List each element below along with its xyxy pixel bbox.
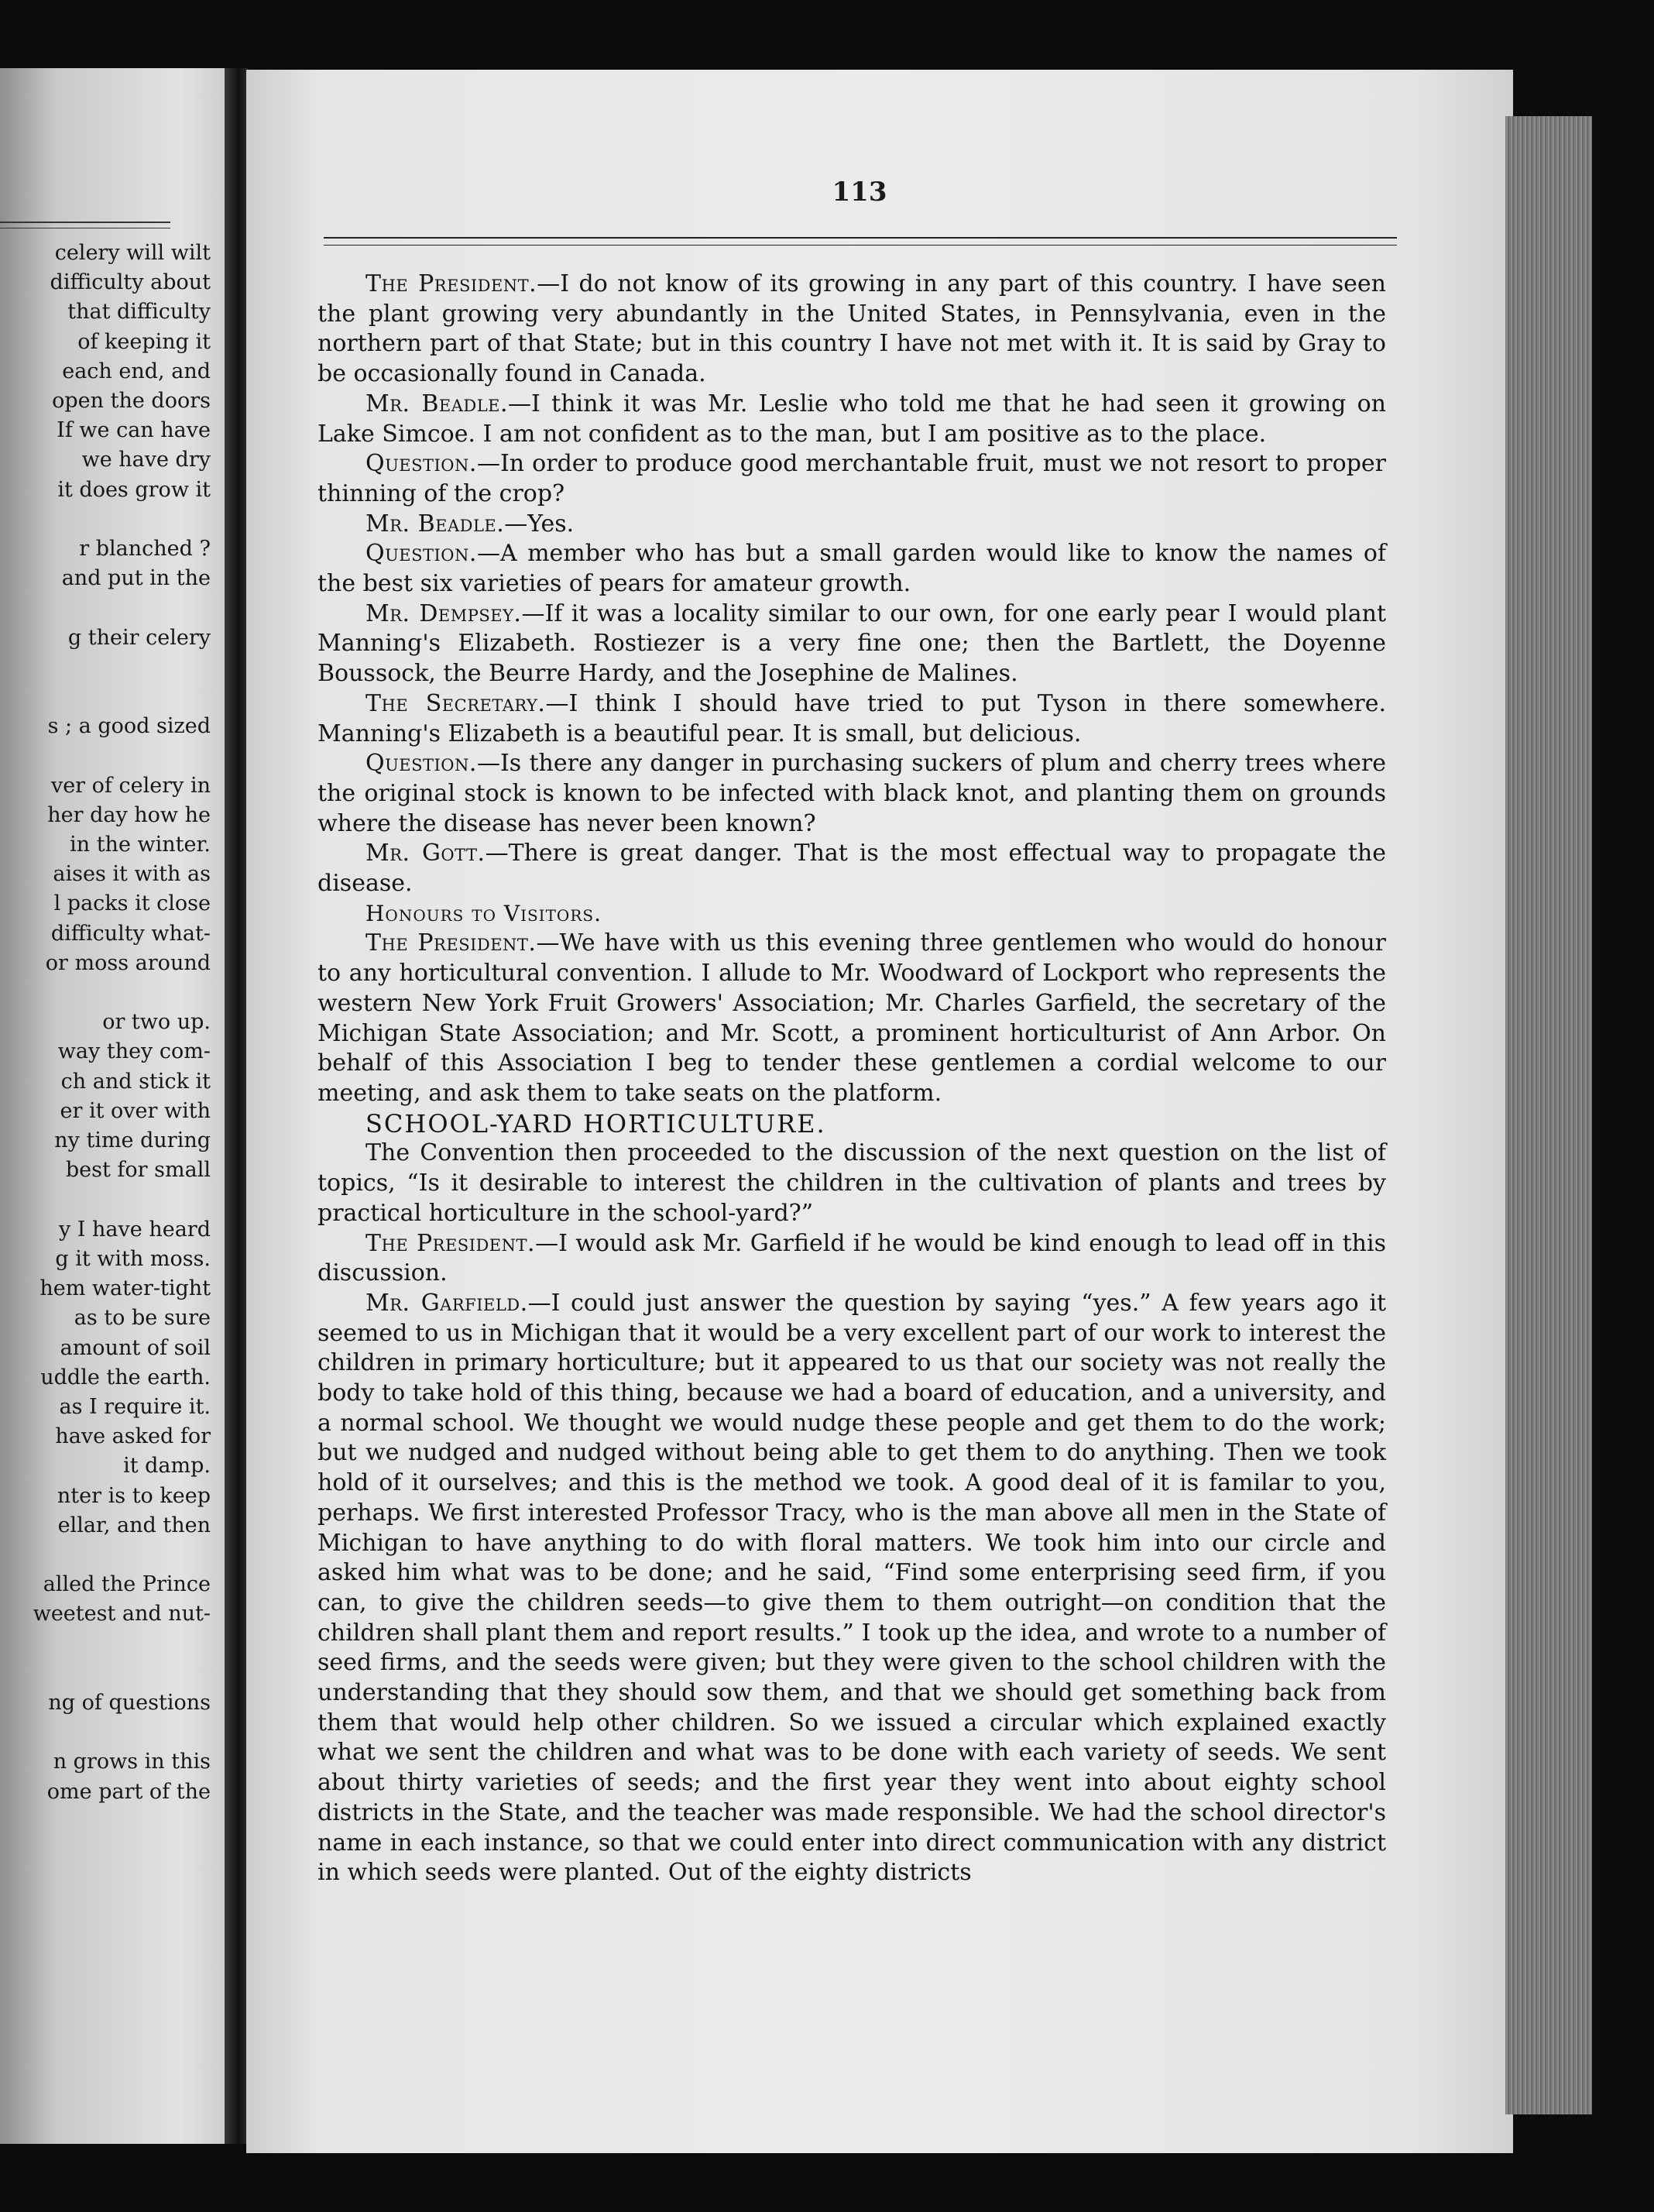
left-page-line: ome part of the xyxy=(46,1779,211,1804)
book-gutter xyxy=(225,68,248,2144)
paragraph-text: —Yes. xyxy=(504,510,575,538)
left-page-line: ng of questions xyxy=(48,1690,211,1715)
paragraph-text: —I think it was Mr. Leslie who told me that he had seen it growing on Lake Simcoe. I am not confident as to the man, but I am positive as to the place. xyxy=(317,390,1386,448)
speaker-name: Mr. Gott. xyxy=(365,840,486,867)
left-page-line xyxy=(0,1630,211,1659)
section-title: SCHOOL-YARD HORTICULTURE. xyxy=(365,1108,826,1139)
page-body xyxy=(317,270,1386,1888)
left-page-line: r blanched ? xyxy=(79,537,211,562)
paragraph xyxy=(317,1289,1386,1888)
discussion-block-1 xyxy=(317,270,1386,899)
paragraph xyxy=(317,839,1386,898)
left-page-line: er it over with xyxy=(60,1098,211,1123)
paragraph-text: —I think I should have tried to put Tyson in there somewhere. Manning's Elizabeth is a beautiful pear. It is small, but delicious. xyxy=(317,689,1386,747)
left-page-line: way they com- xyxy=(57,1039,211,1064)
left-page-line: difficulty what- xyxy=(50,921,211,946)
speaker-name: The Secretary. xyxy=(365,689,546,717)
subheading-honours: Honours to Visitors. xyxy=(365,900,602,926)
left-page-line: aises it with as xyxy=(53,862,211,887)
left-page-line: alled the Prince xyxy=(43,1572,211,1597)
left-page-line xyxy=(0,1718,211,1747)
paragraph xyxy=(317,270,1386,390)
left-page-line: best for small xyxy=(65,1158,211,1183)
left-page-text xyxy=(0,239,211,1807)
left-page-line xyxy=(0,505,211,534)
left-page-rule xyxy=(0,222,170,223)
paragraph-text: —I do not know of its growing in any part of this country. I have seen the plant growing very abundantly in the United States, in Pennsylvania, even in the northern part of that State; but in this country I have not met with it. It is said by Gray to be occasionally found in Canada. xyxy=(317,270,1386,388)
left-page-line: or moss around xyxy=(45,950,211,975)
header-rule-thick xyxy=(324,237,1397,239)
paragraph xyxy=(317,1139,1386,1228)
paragraph-text: —Is there any danger in purchasing suckers of plum and cherry trees where the original stock is known to be infected with black knot, and planting them on grounds where the disease has never been known? xyxy=(317,750,1386,837)
left-page-line: that difficulty xyxy=(67,300,211,325)
left-page-line xyxy=(0,1540,211,1570)
paragraph-text: —I could just answer the question by saying “yes.” A few years ago it seemed to us in Michigan that it would be a very excellent part of our work to interest the children in primary horticulture; but it appeared to us that our society was not really the body to take hold of this thing, because we had a board of education, and a university, and a normal school. We thought we would nudge these people and get them to do the work; but we nudged and nudged without being able to get them to do anything. Then we took hold of it ourselves; and this is the method we took. A good deal of it is familar to you, perhaps. We first interested Professor Tracy, who is the man above all men in the State of Michigan to have anything to do with floral matters. We took him into our circle and asked him what was to be done; and he said, “Find some enterprising seed firm, if you can, to give the children seeds—to give them to them outright—on condition that the children shall plant them and report results.” I took up the idea, and wrote to a number of seed firms, and the seeds were given; but they were given to the school children with the understanding that they should sow them, and that we should get something back from them that would help other children. So we issued a circular which explained exactly what we sent the children and what was to be done with each variety of seeds. We sent about thirty varieties of seeds; and the first year they went into about eighty school districts in the State, and the teacher was made responsible. We had the school director's name in each instance, so that we could enter into direct communication with any district in which seeds were planted. Out of the eighty districts xyxy=(317,1289,1387,1887)
left-page-line: her day how he xyxy=(47,802,211,827)
discussion-block-2 xyxy=(317,929,1386,1108)
left-page-line: ny time during xyxy=(54,1128,211,1153)
left-page-line: in the winter. xyxy=(70,833,211,857)
paragraph xyxy=(317,929,1386,1108)
paragraph xyxy=(317,599,1386,689)
left-page-line: it does grow it xyxy=(57,477,211,502)
paragraph xyxy=(317,689,1386,749)
speaker-name: Mr. Beadle. xyxy=(365,510,505,538)
paragraph xyxy=(317,390,1386,449)
left-page-line xyxy=(0,1659,211,1688)
left-page-line: s ; a good sized xyxy=(47,714,211,739)
paragraph-text: —We have with us this evening three gentlemen who would do honour to any horticultural convention. I allude to Mr. Woodward of Lockport who represents the western New York Fruit Growers' Association; Mr. Charles Garfield, the secretary of the Michigan State Association; and Mr. Scott, a prominent horticulturist of Ann Arbor. On behalf of this Association I beg to tender these gentlemen a cordial welcome to our meeting, and ask them to take seats on the platform. xyxy=(317,929,1386,1107)
paragraph xyxy=(317,1229,1386,1289)
speaker-name: The President. xyxy=(365,929,537,957)
left-page-line: have asked for xyxy=(55,1424,211,1449)
paragraph xyxy=(317,449,1386,509)
paragraph-text: —In order to produce good merchantable fruit, must we not resort to proper thinning of the crop? xyxy=(317,450,1386,507)
paragraph-text: The Convention then proceeded to the discussion of the next question on the list of topics, “Is it desirable to interest the children in the cultivation of plants and trees by practical horticulture in the school-yard?” xyxy=(317,1139,1386,1227)
left-page-line xyxy=(0,593,211,623)
left-page-line: we have dry xyxy=(81,448,211,472)
left-page-line: uddle the earth. xyxy=(40,1365,211,1389)
left-page-line: each end, and xyxy=(62,359,211,383)
left-page-line xyxy=(0,653,211,682)
speaker-name: The President. xyxy=(365,1229,536,1257)
speaker-name: Mr. Garfield. xyxy=(365,1289,528,1317)
page-edges xyxy=(1505,116,1592,2114)
paragraph-text: —There is great danger. That is the most effectual way to propagate the disease. xyxy=(317,840,1386,898)
left-page-line: weetest and nut- xyxy=(33,1602,211,1626)
speaker-name: Mr. Beadle. xyxy=(365,390,509,417)
paragraph-text: —I would ask Mr. Garfield if he would be kind enough to lead off in this discussion. xyxy=(317,1229,1386,1287)
left-page-line xyxy=(0,1186,211,1215)
page-number: 113 xyxy=(832,177,887,208)
paragraph xyxy=(317,510,1386,540)
left-page-line: ver of celery in xyxy=(50,773,211,798)
speaker-name: Question. xyxy=(365,540,477,568)
left-page-line: y I have heard xyxy=(58,1217,211,1242)
left-page-line: g their celery xyxy=(67,625,211,650)
left-page-line: nter is to keep xyxy=(57,1483,211,1508)
left-facing-page xyxy=(0,68,225,2144)
left-page-line: If we can have xyxy=(57,418,211,443)
left-page-line: g it with moss. xyxy=(55,1246,211,1271)
paragraph-text: —A member who has but a small garden would like to know the names of the best six varieties of pears for amateur growth. xyxy=(317,540,1386,598)
left-page-line: ellar, and then xyxy=(57,1513,211,1537)
left-page-line: amount of soil xyxy=(60,1335,211,1360)
left-page-line: difficulty about xyxy=(50,270,211,295)
left-page-line: or two up. xyxy=(102,1010,211,1035)
speaker-name: Question. xyxy=(365,750,477,778)
left-page-line: of keeping it xyxy=(77,329,211,354)
left-page-line: open the doors xyxy=(52,389,211,414)
paragraph xyxy=(317,749,1386,839)
left-page-line: celery will wilt xyxy=(54,241,211,265)
left-page-line: hem water-tight xyxy=(39,1276,211,1301)
left-page-line xyxy=(0,682,211,712)
header-rule-thin xyxy=(324,245,1397,246)
left-page-line: as I require it. xyxy=(59,1394,211,1419)
left-page-line xyxy=(0,978,211,1008)
speaker-name: The President. xyxy=(365,270,537,297)
left-page-line xyxy=(0,741,211,771)
paragraph-text: —If it was a locality similar to our own, for one early pear I would plant Manning's Elizabeth. Rostiezer is a very fine one; then the Bartlett, the Doyenne Boussock, the Beurre Hardy, and the Josephine de Malines. xyxy=(317,599,1387,688)
left-page-line: as to be sure xyxy=(74,1306,211,1331)
paragraph xyxy=(317,539,1386,599)
left-page-line: l packs it close xyxy=(53,891,211,916)
left-page-line: it damp. xyxy=(123,1454,211,1479)
left-page-line: ch and stick it xyxy=(60,1069,211,1094)
left-page-line: and put in the xyxy=(61,566,211,591)
left-page-line: n grows in this xyxy=(53,1750,211,1774)
speaker-name: Question. xyxy=(365,450,477,478)
speaker-name: Mr. Dempsey. xyxy=(365,599,522,627)
discussion-block-3 xyxy=(317,1139,1386,1888)
